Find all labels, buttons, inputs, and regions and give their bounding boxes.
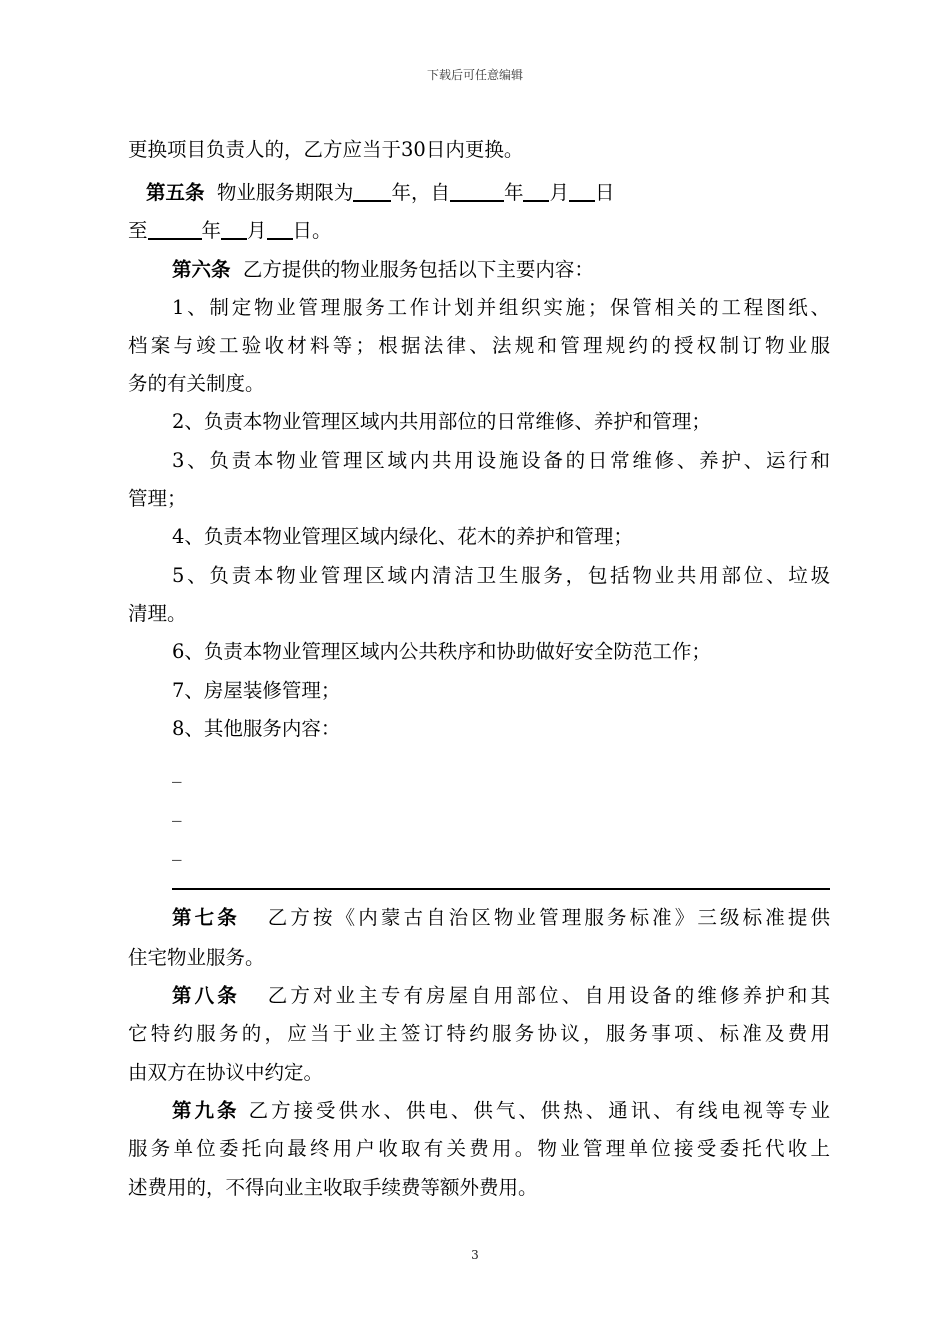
item-1-line1: 1、制定物业管理服务工作计划并组织实施；保管相关的工程图纸、 [172, 296, 830, 319]
text: 日。 [292, 219, 332, 242]
item-5-line1: 5、负责本物业管理区域内清洁卫生服务，包括物业共用部位、垃圾 [172, 564, 830, 587]
blank-field [221, 218, 247, 240]
item-7: 7、房屋装修管理； [172, 679, 341, 702]
article-8-line1 [172, 984, 830, 1008]
blank-field [353, 180, 391, 202]
blank-field [267, 218, 293, 240]
blank-field [450, 180, 504, 202]
article-5-line1 [146, 180, 615, 205]
article-5-label: 第五条 [146, 181, 205, 204]
page-header: 下载后可任意编辑 [426, 68, 523, 82]
text: 乙方按《内蒙古自治区物业管理服务标准》三级标准提供 [267, 906, 830, 929]
item-6: 6、负责本物业管理区域内公共秩序和协助做好安全防范工作； [172, 640, 711, 663]
text: 月 [549, 181, 569, 204]
item-1-line3: 务的有关制度。 [128, 372, 265, 395]
blank-field [523, 180, 549, 202]
article-6-label: 第六条 [172, 258, 231, 281]
blank-line-marker: _ [172, 800, 182, 822]
article-8-label: 第八条 [172, 984, 240, 1007]
item-3-line2: 管理； [128, 487, 187, 510]
article-9-line2: 服务单位委托向最终用户收取有关费用。物业管理单位接受委托代收上 [128, 1137, 830, 1160]
text: 乙方对业主专有房屋自用部位、自用设备的维修养护和其 [267, 984, 830, 1007]
text: 物业服务期限为 [216, 181, 354, 204]
text: 日 [594, 181, 615, 204]
text: 年，自 [391, 181, 450, 204]
article-6-heading [172, 258, 594, 282]
text: 乙方接受供水、供电、供气、供热、通讯、有线电视等专业 [248, 1099, 830, 1122]
blank-line-marker: _ [172, 839, 182, 861]
page-number: 3 [471, 1248, 479, 1262]
text: 乙方提供的物业服务包括以下主要内容： [242, 258, 594, 281]
item-2: 2、负责本物业管理区域内共用部位的日常维修、养护和管理； [172, 410, 711, 433]
item-4: 4、负责本物业管理区域内绿化、花木的养护和管理； [172, 525, 633, 548]
article-7-label: 第七条 [172, 906, 240, 929]
item-8: 8、其他服务内容： [172, 717, 341, 740]
paragraph-line: 更换项目负责人的，乙方应当于30日内更换。 [128, 138, 524, 161]
article-8-line3: 由双方在协议中约定。 [128, 1061, 324, 1084]
underline-rule [172, 888, 830, 890]
item-3-line1: 3、负责本物业管理区域内共用设施设备的日常维修、养护、运行和 [172, 449, 830, 472]
article-8-line2: 它特约服务的，应当于业主签订特约服务协议，服务事项、标准及费用 [128, 1022, 830, 1045]
blank-field [148, 218, 202, 240]
text: 年 [503, 181, 524, 204]
text: 年 [201, 219, 222, 242]
article-5-line2 [128, 218, 332, 243]
item-5-line2: 清理。 [128, 602, 187, 625]
article-7-line1 [172, 906, 830, 930]
text: 月 [247, 219, 267, 242]
blank-line-marker: _ [172, 761, 182, 783]
item-1-line2: 档案与竣工验收材料等；根据法律、法规和管理规约的授权制订物业服 [128, 334, 830, 357]
article-7-line2: 住宅物业服务。 [128, 946, 265, 969]
article-9-label: 第九条 [172, 1099, 240, 1122]
text: 至 [128, 219, 148, 242]
blank-field [569, 180, 595, 202]
article-9-line3: 述费用的，不得向业主收取手续费等额外费用。 [128, 1176, 538, 1199]
article-9-line1 [172, 1099, 830, 1123]
